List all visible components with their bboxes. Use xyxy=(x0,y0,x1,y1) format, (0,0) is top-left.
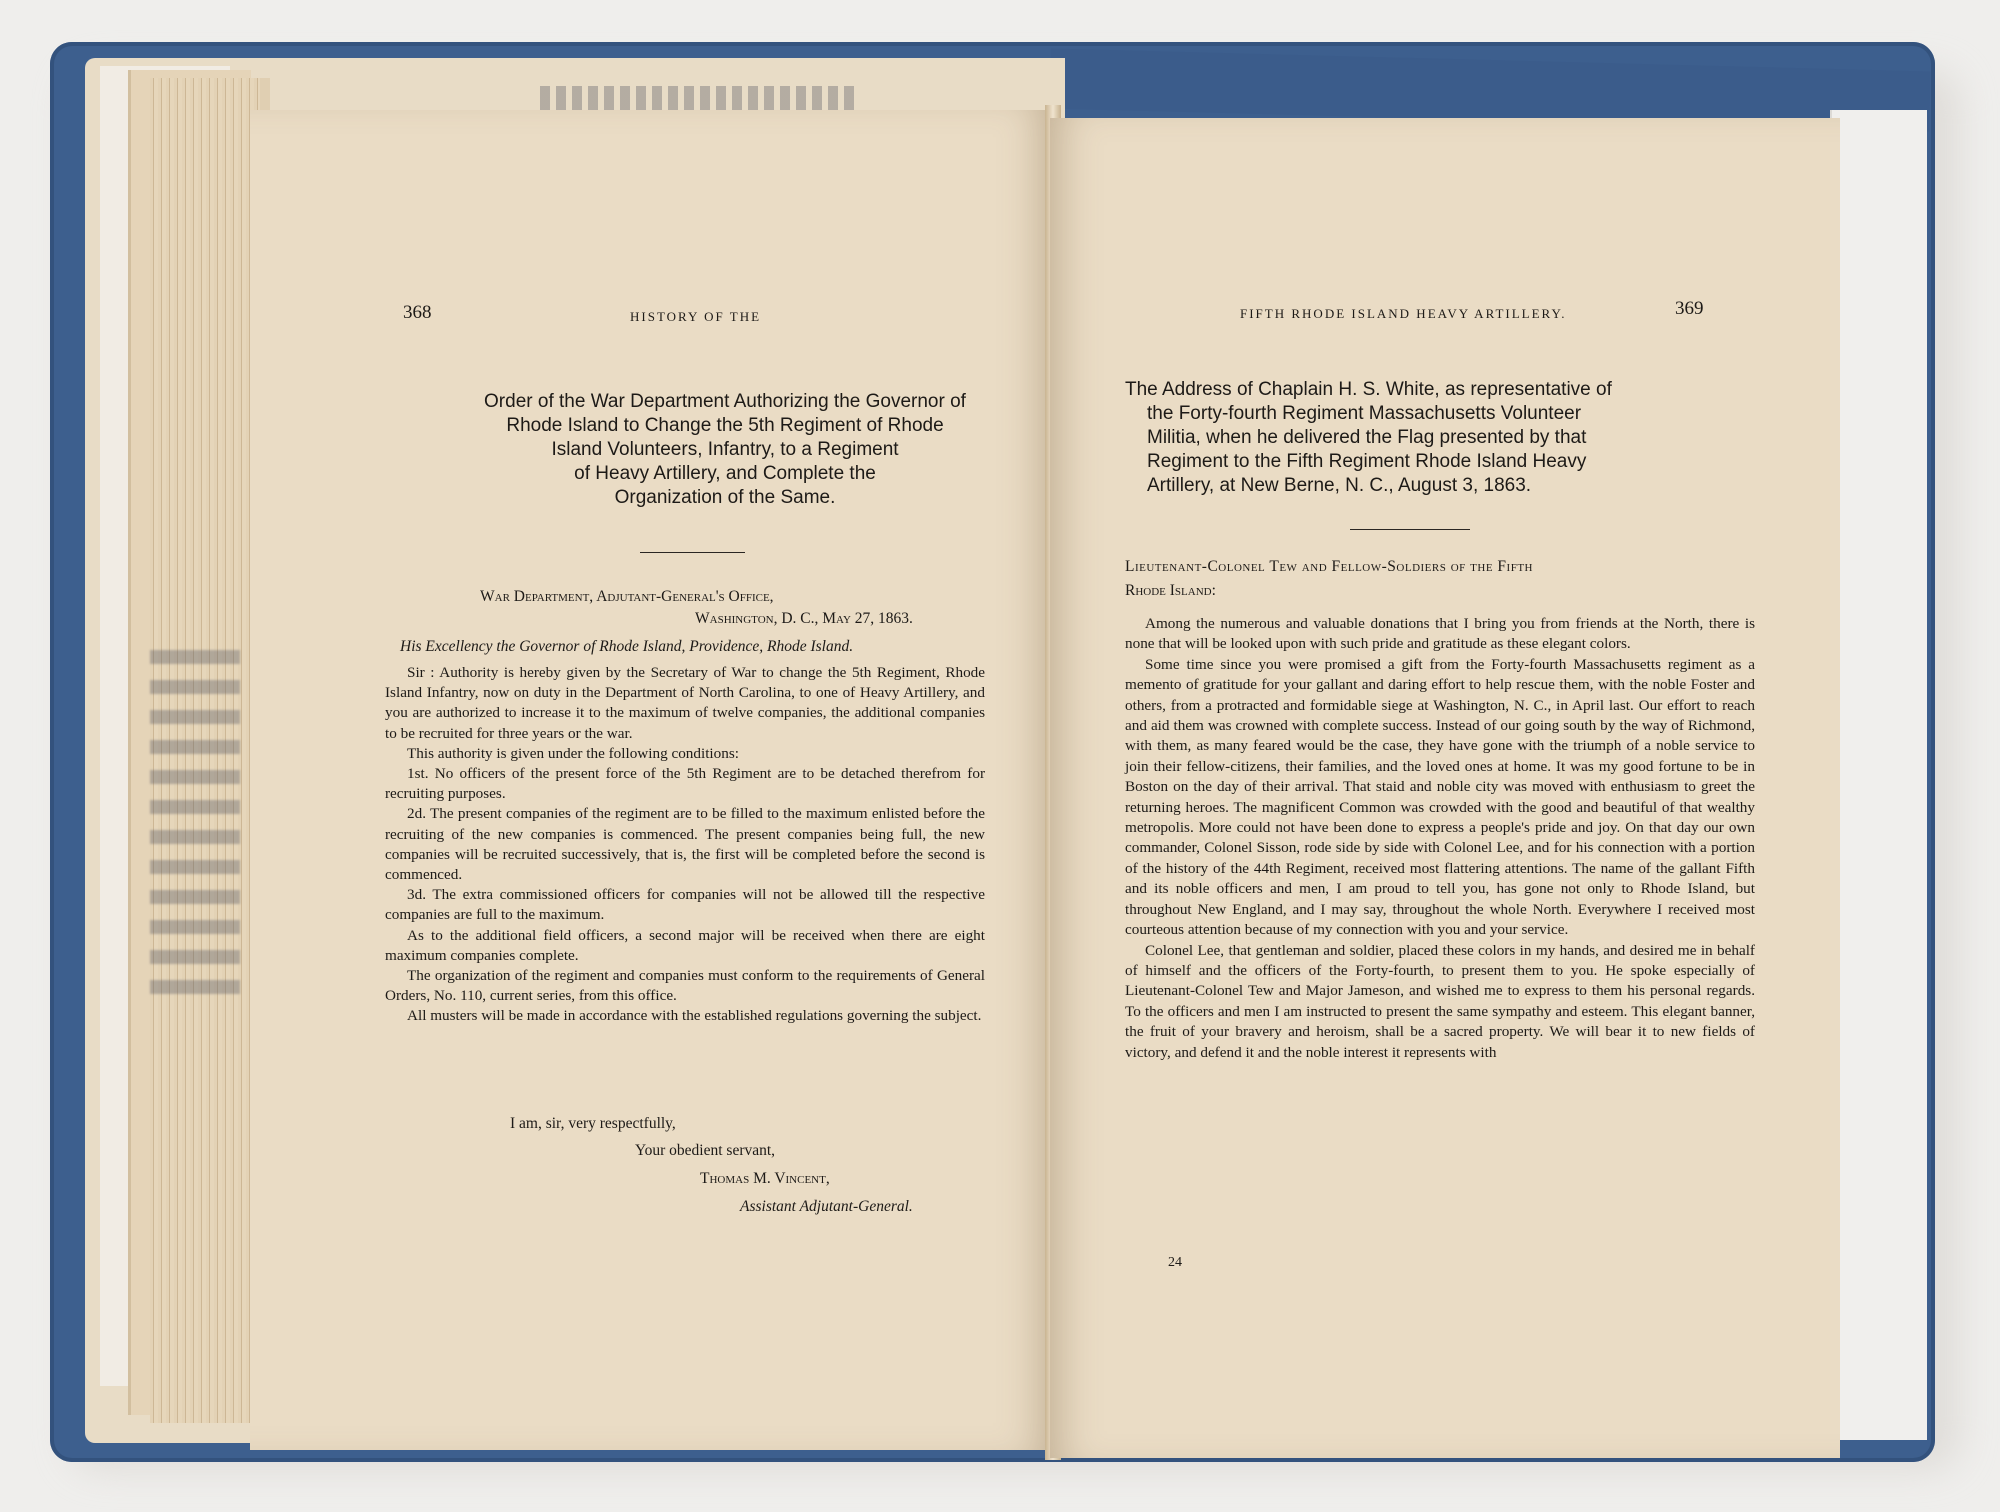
document-title xyxy=(1125,378,1755,498)
paragraph: Colonel Lee, that gentleman and soldier, placed these colors in my hands, and desired me in behalf of himself and the officers of the Forty-fourth, to present them to you. He spoke especially of Lieutenant-Colonel Tew and Major Jameson, and wished me to express to them his personal regards. To the officers and men I am instructed to present the same sympathy and esteem. This elegant banner, the fruit of your bravery and heroism, shall be a sacred property. We will bear it to new fields of victory, and defend it and the noble interest it represents with xyxy=(1125,941,1755,1061)
document-title xyxy=(400,390,1050,510)
address-body xyxy=(1125,614,1755,1063)
title-line: Island Volunteers, Infantry, to a Regiment xyxy=(551,439,899,460)
page-number: 368 xyxy=(403,302,432,323)
dateline: War Department, Adjutant-General's Office, xyxy=(480,588,774,605)
paragraph: 2d. The present companies of the regiment are to be filled to the maximum enlisted before the recruiting of the new companies is commenced. The present companies being full, the new companies will be recruited successively, that is, the first will be completed before the second is commenced. xyxy=(385,805,985,884)
paragraph: 1st. No officers of the present force of the 5th Regiment are to be detached therefrom for recruiting purposes. xyxy=(385,765,985,803)
letter-body xyxy=(385,663,985,1027)
title-rule xyxy=(640,552,745,553)
signature-mark: 24 xyxy=(1168,1255,1182,1270)
title-line: Militia, when he delivered the Flag presented by that xyxy=(1147,427,1587,448)
salutation: Lieutenant-Colonel Tew and Fellow-Soldiers of the Fifth xyxy=(1125,558,1533,575)
paragraph: Some time since you were promised a gift from the Forty-fourth Massachusetts regiment as a memento of gratitude for your gallant and daring effort to help rescue them, with the noble Foster and others, from a protracted and formidable siege at Washington, N. C., in April last. Our effort to reach and aid them was crowned with complete success. Instead of our going south by the way of Richmond, with them, as many feared would be the case, they have gone with the triumph of a noble service to join their fellow-citizens, their families, and the loved ones at home. It was my good fortune to be in Boston on the day of their arrival. That staid and noble city was moved with enthusiasm to greet the returning heroes. The magnificent Common was crowded with the good and beautiful of that wealthy metropolis. More could not have been done to express a people's pride and joy. On that day our own commander, Colonel Sisson, rode side by side with Colonel Lee, and for his connection with a portion of the history of the 44th Regiment, received most flattering attentions. The name of the gallant Fifth and its noble officers and men, I am proud to tell you, has gone not only to Rhode Island, but throughout New England, and I may say, throughout the whole North. Everywhere I received most courteous attention because of my connection with you and your service. xyxy=(1125,655,1755,939)
title-rule xyxy=(1350,529,1470,530)
title-line: of Heavy Artillery, and Complete the xyxy=(574,463,876,484)
title-line: Rhode Island to Change the 5th Regiment of Rhode xyxy=(506,415,944,436)
endpaper xyxy=(1830,110,1927,1440)
right-page xyxy=(1050,118,1840,1458)
running-head: FIFTH RHODE ISLAND HEAVY ARTILLERY. xyxy=(1240,306,1567,321)
paragraph: Sir : Authority is hereby given by the Secretary of War to change the 5th Regiment, Rhode Island Infantry, now on duty in the Department of North Carolina, to one of Heavy Artillery, and you are authorized to increase it to the maximum of twelve companies, the additional companies to be recruited for three years or the war. xyxy=(385,664,985,742)
signature-title: Assistant Adjutant-General. xyxy=(740,1198,913,1215)
title-line: The Address of Chaplain H. S. White, as representative of xyxy=(1125,379,1612,400)
addressee: His Excellency the Governor of Rhode Island, Providence, Rhode Island. xyxy=(400,638,854,655)
title-line: the Forty-fourth Regiment Massachusetts Volunteer xyxy=(1147,403,1582,424)
paragraph: This authority is given under the following conditions: xyxy=(407,744,739,762)
signature: Thomas M. Vincent, xyxy=(700,1170,830,1187)
dateline: Washington, D. C., May 27, 1863. xyxy=(695,610,913,627)
title-line: Order of the War Department Authorizing the Governor of xyxy=(484,391,966,412)
title-line: Organization of the Same. xyxy=(614,487,836,508)
title-line: Regiment to the Fifth Regiment Rhode Island Heavy xyxy=(1147,451,1587,472)
library-stamp-top xyxy=(540,86,860,112)
library-stamp xyxy=(150,650,240,1000)
page-number: 369 xyxy=(1675,298,1704,319)
title-line: Artillery, at New Berne, N. C., August 3, 1863. xyxy=(1147,475,1532,496)
paragraph: The organization of the regiment and companies must conform to the requirements of General Orders, No. 110, current series, from this office. xyxy=(385,967,985,1005)
paragraph: All musters will be made in accordance with the established regulations governing the subject. xyxy=(407,1007,982,1025)
closing: Your obedient servant, xyxy=(635,1142,776,1159)
left-page xyxy=(250,110,1050,1450)
paragraph: 3d. The extra commissioned officers for companies will not be allowed till the respective companies are full to the maximum. xyxy=(385,886,985,924)
salutation: Rhode Island: xyxy=(1125,582,1216,599)
paragraph: Among the numerous and valuable donations that I bring you from friends at the North, there is none that will be looked upon with such pride and gratitude as these elegant colors. xyxy=(1125,615,1755,653)
running-head: HISTORY OF THE xyxy=(630,309,762,324)
closing: I am, sir, very respectfully, xyxy=(510,1115,676,1132)
paragraph: As to the additional field officers, a second major will be received when there are eight maximum companies complete. xyxy=(385,926,985,964)
